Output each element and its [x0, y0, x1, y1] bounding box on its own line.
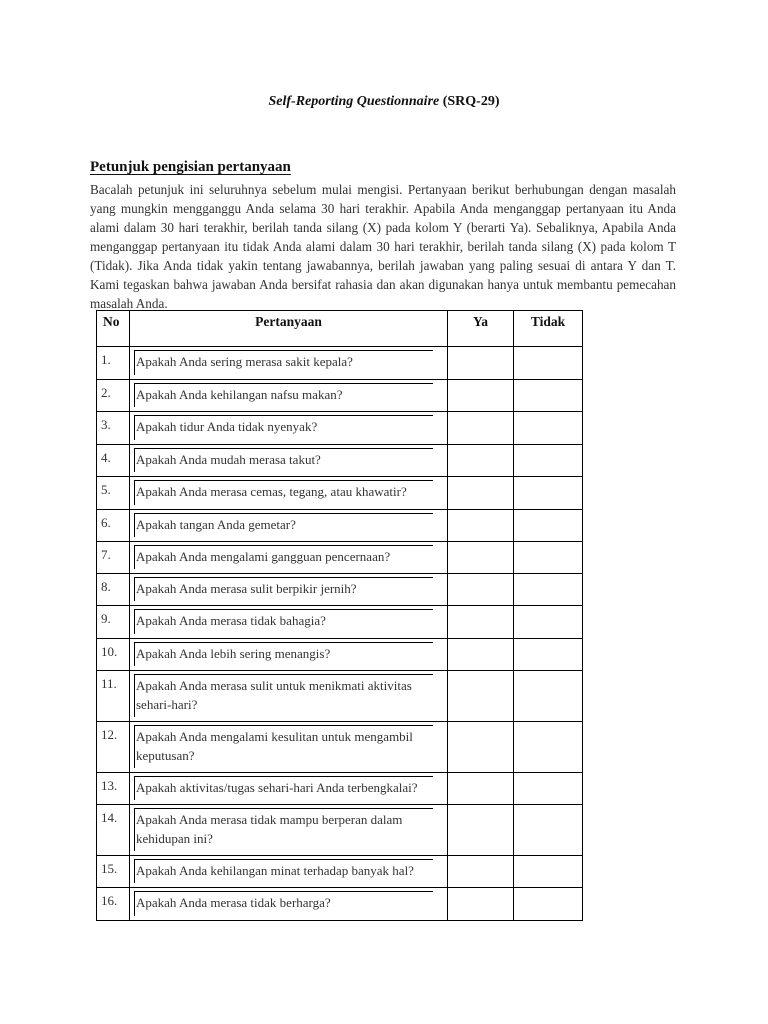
answer-no-cell[interactable] — [514, 477, 583, 510]
table-row — [97, 606, 583, 639]
answer-no-cell[interactable] — [514, 671, 583, 722]
row-question: Apakah aktivitas/tugas sehari-hari Anda terbengkalai? — [130, 773, 448, 805]
row-question: Apakah Anda mengalami kesulitan untuk mengambil keputusan? — [130, 722, 448, 773]
answer-yes-cell[interactable] — [448, 477, 514, 510]
table-row — [97, 888, 583, 921]
row-number: 7. — [97, 542, 130, 574]
answer-no-cell[interactable] — [514, 606, 583, 639]
answer-yes-cell[interactable] — [448, 574, 514, 606]
answer-yes-cell[interactable] — [448, 542, 514, 574]
table-header-row — [97, 311, 583, 347]
page-title — [0, 94, 768, 110]
row-number: 15. — [97, 856, 130, 888]
table-row — [97, 773, 583, 805]
table-row — [97, 510, 583, 542]
row-question: Apakah tangan Anda gemetar? — [130, 510, 448, 542]
row-question: Apakah Anda lebih sering menangis? — [130, 639, 448, 671]
answer-no-cell[interactable] — [514, 856, 583, 888]
row-number: 4. — [97, 445, 130, 477]
header-no: No — [97, 311, 130, 347]
instructions-heading: Petunjuk pengisian pertanyaan — [90, 159, 291, 175]
instructions-body: Bacalah petunjuk ini seluruhnya sebelum mulai mengisi. Pertanyaan berikut berhubungan dengan masalah yang mungkin mengganggu Anda selama 30 hari terakhir. Apabila Anda menganggap pertanyaan itu Anda alami dalam 30 hari terakhir, berilah tanda silang (X) pada kolom Y (berarti Ya). Sebaliknya, Apabila Anda menganggap pertanyaan itu tidak Anda alami dalam 30 hari terakhir, berilah tanda silang (X) pada kolom T (Tidak). Jika Anda tidak yakin tentang jawabannya, berilah jawaban yang paling sesuai di antara Y dan T. Kami tegaskan bahwa jawaban Anda bersifat rahasia dan akan digunakan hanya untuk membantu pemecahan masalah Anda. — [90, 182, 676, 311]
answer-no-cell[interactable] — [514, 888, 583, 921]
table-row — [97, 805, 583, 856]
answer-yes-cell[interactable] — [448, 773, 514, 805]
row-number: 11. — [97, 671, 130, 722]
row-number: 13. — [97, 773, 130, 805]
answer-yes-cell[interactable] — [448, 510, 514, 542]
questionnaire-table — [96, 310, 583, 921]
answer-yes-cell[interactable] — [448, 671, 514, 722]
table-row — [97, 574, 583, 606]
answer-yes-cell[interactable] — [448, 347, 514, 380]
row-question: Apakah tidur Anda tidak nyenyak? — [130, 412, 448, 445]
answer-no-cell[interactable] — [514, 347, 583, 380]
header-question: Pertanyaan — [130, 311, 448, 347]
table-row — [97, 542, 583, 574]
row-number: 6. — [97, 510, 130, 542]
table-row — [97, 477, 583, 510]
row-number: 3. — [97, 412, 130, 445]
answer-no-cell[interactable] — [514, 639, 583, 671]
header-no-answer: Tidak — [514, 311, 583, 347]
answer-yes-cell[interactable] — [448, 639, 514, 671]
row-number: 16. — [97, 888, 130, 921]
table-row — [97, 639, 583, 671]
row-question: Apakah Anda merasa tidak mampu berperan dalam kehidupan ini? — [130, 805, 448, 856]
row-number: 5. — [97, 477, 130, 510]
table-row — [97, 722, 583, 773]
answer-no-cell[interactable] — [514, 445, 583, 477]
row-question: Apakah Anda merasa sulit berpikir jernih? — [130, 574, 448, 606]
title-italic: Self-Reporting Questionnaire — [268, 94, 440, 109]
answer-no-cell[interactable] — [514, 773, 583, 805]
answer-no-cell[interactable] — [514, 574, 583, 606]
table-row — [97, 856, 583, 888]
row-number: 14. — [97, 805, 130, 856]
answer-no-cell[interactable] — [514, 412, 583, 445]
answer-yes-cell[interactable] — [448, 412, 514, 445]
row-number: 2. — [97, 380, 130, 412]
row-question: Apakah Anda kehilangan minat terhadap banyak hal? — [130, 856, 448, 888]
row-number: 8. — [97, 574, 130, 606]
answer-no-cell[interactable] — [514, 380, 583, 412]
table-row — [97, 347, 583, 380]
row-number: 12. — [97, 722, 130, 773]
row-question: Apakah Anda merasa tidak bahagia? — [130, 606, 448, 639]
header-yes: Ya — [448, 311, 514, 347]
table-row — [97, 380, 583, 412]
row-question: Apakah Anda merasa sulit untuk menikmati aktivitas sehari-hari? — [130, 671, 448, 722]
row-number: 10. — [97, 639, 130, 671]
answer-no-cell[interactable] — [514, 722, 583, 773]
answer-yes-cell[interactable] — [448, 606, 514, 639]
answer-no-cell[interactable] — [514, 510, 583, 542]
row-question: Apakah Anda mengalami gangguan pencernaan? — [130, 542, 448, 574]
answer-no-cell[interactable] — [514, 805, 583, 856]
answer-no-cell[interactable] — [514, 542, 583, 574]
answer-yes-cell[interactable] — [448, 856, 514, 888]
answer-yes-cell[interactable] — [448, 805, 514, 856]
table-row — [97, 445, 583, 477]
answer-yes-cell[interactable] — [448, 445, 514, 477]
row-question: Apakah Anda mudah merasa takut? — [130, 445, 448, 477]
row-question: Apakah Anda merasa tidak berharga? — [130, 888, 448, 921]
row-number: 1. — [97, 347, 130, 380]
row-question: Apakah Anda sering merasa sakit kepala? — [130, 347, 448, 380]
row-question: Apakah Anda kehilangan nafsu makan? — [130, 380, 448, 412]
row-number: 9. — [97, 606, 130, 639]
answer-yes-cell[interactable] — [448, 380, 514, 412]
row-question: Apakah Anda merasa cemas, tegang, atau khawatir? — [130, 477, 448, 510]
title-code: (SRQ-29) — [442, 94, 500, 109]
answer-yes-cell[interactable] — [448, 888, 514, 921]
table-row — [97, 412, 583, 445]
table-row — [97, 671, 583, 722]
answer-yes-cell[interactable] — [448, 722, 514, 773]
